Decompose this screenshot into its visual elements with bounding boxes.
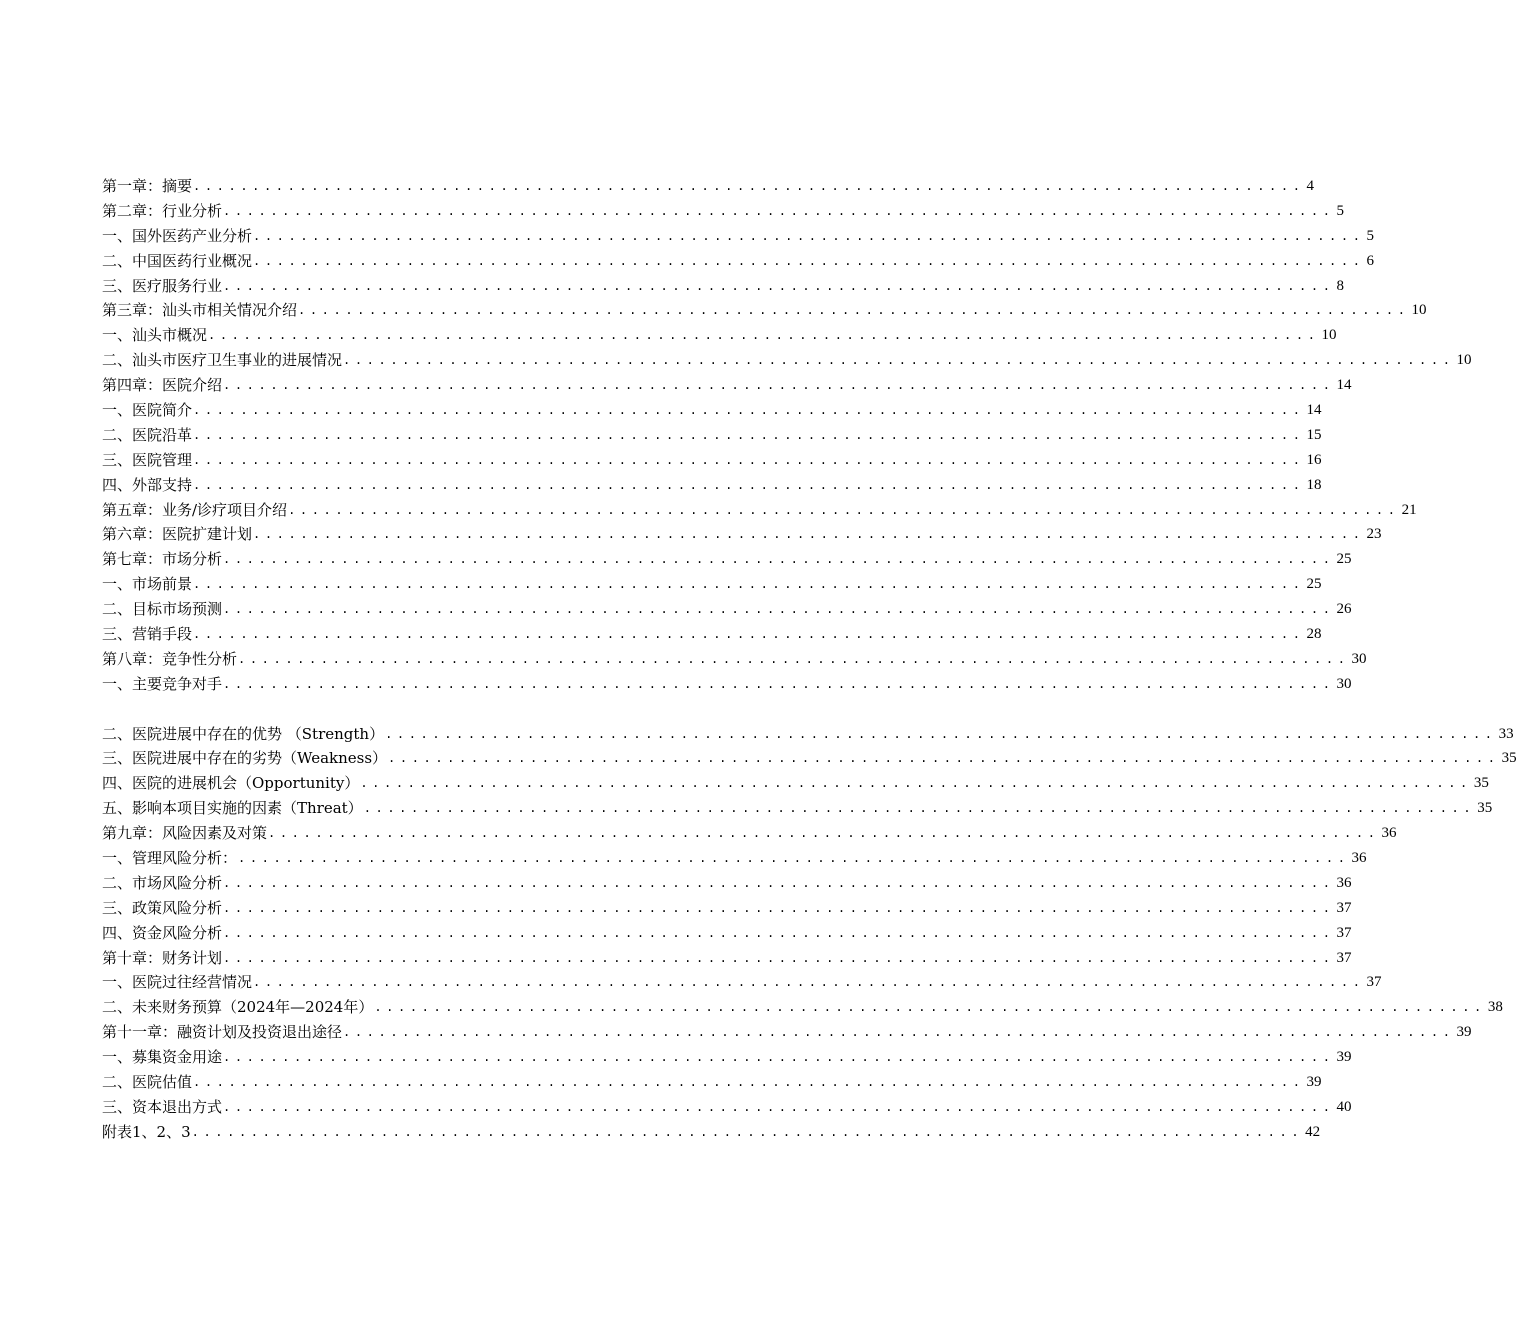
- toc-entry-title: 一、国外医药产业分析: [102, 226, 253, 245]
- toc-page-number: 37: [1336, 924, 1352, 941]
- toc-entry-title: 第十章：财务计划: [102, 948, 223, 967]
- toc-dot-leader: ..............................................................................................: [253, 527, 1365, 542]
- toc-page-number: 42: [1305, 1123, 1321, 1140]
- toc-dot-leader: ..............................................................................................: [193, 452, 1305, 467]
- toc-dot-leader: ..............................................................................................: [385, 726, 1497, 741]
- toc-dot-leader: ..............................................................................................: [193, 427, 1305, 442]
- toc-entry-title: 四、资金风险分析: [102, 923, 223, 942]
- toc-entry[interactable]: [102, 896, 1352, 921]
- toc-entry-title: 三、营销手段: [102, 625, 193, 644]
- toc-dot-leader: ..............................................................................................: [193, 577, 1305, 592]
- toc-page-number: 39: [1456, 1024, 1472, 1041]
- toc-entry-title: 一、主要竞争对手: [102, 674, 223, 693]
- toc-page-number: 21: [1401, 501, 1417, 518]
- toc-entry[interactable]: [102, 796, 1493, 821]
- toc-page-number: 37: [1336, 949, 1352, 966]
- toc-dot-leader: ..............................................................................................: [363, 801, 1476, 816]
- toc-entry[interactable]: [102, 498, 1417, 523]
- toc-entry[interactable]: [102, 722, 1514, 747]
- toc-entry-title: 二、未来财务预算（2024年—2024年）: [102, 998, 374, 1017]
- toc-entry-title: 四、医院的进展机会（Opportunity）: [102, 774, 360, 793]
- toc-page-number: 35: [1477, 800, 1493, 817]
- toc-entry-title: 第十一章：融资计划及投资退出途径: [102, 1023, 343, 1042]
- toc-entry[interactable]: [102, 547, 1352, 572]
- toc-dot-leader: ..............................................................................................: [191, 1124, 1304, 1139]
- toc-dot-leader: ..............................................................................................: [223, 278, 1335, 293]
- toc-entry-title: 一、汕头市概况: [102, 326, 208, 345]
- toc-entry-title: 三、医院管理: [102, 450, 193, 469]
- toc-entry[interactable]: [102, 821, 1397, 846]
- toc-entry-title: 附表1、2、3: [102, 1122, 191, 1141]
- toc-entry-title: 第八章：竞争性分析: [102, 649, 238, 668]
- toc-entry-title: 三、医院进展中存在的劣势（Weakness）: [102, 749, 388, 768]
- toc-entry-title: 一、市场前景: [102, 575, 193, 594]
- toc-page-number: 14: [1336, 377, 1352, 394]
- toc-entry[interactable]: [102, 298, 1427, 323]
- toc-entry[interactable]: [102, 1095, 1352, 1120]
- toc-entry[interactable]: [102, 971, 1382, 996]
- toc-entry[interactable]: [102, 249, 1375, 274]
- toc-dot-leader: ..............................................................................................: [193, 1075, 1305, 1090]
- toc-entry[interactable]: [102, 1020, 1472, 1045]
- toc-entry[interactable]: [102, 572, 1322, 597]
- toc-dot-leader: ..............................................................................................: [268, 826, 1380, 841]
- toc-entry[interactable]: [102, 921, 1352, 946]
- toc-entry-title: 第一章：摘要: [102, 176, 193, 195]
- toc-dot-leader: ..............................................................................................: [223, 925, 1335, 940]
- toc-page-number: 10: [1321, 327, 1337, 344]
- toc-entry-title: 二、医院估值: [102, 1073, 193, 1092]
- toc-dot-leader: ..............................................................................................: [238, 651, 1350, 666]
- toc-dot-leader: ..............................................................................................: [343, 1025, 1455, 1040]
- toc-page-number: 25: [1306, 576, 1322, 593]
- toc-entry[interactable]: [102, 647, 1367, 672]
- toc-entry[interactable]: [102, 771, 1489, 796]
- toc-page-number: 23: [1366, 526, 1382, 543]
- toc-dot-leader: ..............................................................................................: [193, 627, 1305, 642]
- toc-entry[interactable]: [102, 522, 1382, 547]
- toc-dot-leader: ..............................................................................................: [374, 1000, 1486, 1015]
- toc-entry-title: 第七章：市场分析: [102, 550, 223, 569]
- toc-dot-leader: ..............................................................................................: [223, 1050, 1335, 1065]
- toc-entry-title: 第三章：汕头市相关情况介绍: [102, 301, 298, 320]
- toc-entry[interactable]: [102, 622, 1322, 647]
- table-of-contents: [102, 174, 1517, 1145]
- toc-entry[interactable]: [102, 672, 1352, 697]
- toc-dot-leader: ..............................................................................................: [223, 552, 1335, 567]
- toc-page-number: 28: [1306, 626, 1322, 643]
- toc-entry-title: 二、中国医药行业概况: [102, 251, 253, 270]
- toc-page-number: 6: [1366, 252, 1375, 269]
- toc-dot-leader: ..............................................................................................: [223, 602, 1335, 617]
- toc-entry[interactable]: [102, 373, 1352, 398]
- toc-entry[interactable]: [102, 746, 1517, 771]
- toc-entry[interactable]: [102, 423, 1322, 448]
- toc-dot-leader: ..............................................................................................: [223, 950, 1335, 965]
- toc-page-number: 25: [1336, 551, 1352, 568]
- toc-page-number: 37: [1336, 899, 1352, 916]
- toc-dot-leader: ..............................................................................................: [298, 303, 1410, 318]
- toc-entry[interactable]: [102, 1045, 1352, 1070]
- toc-page-number: 18: [1306, 476, 1322, 493]
- toc-entry[interactable]: [102, 323, 1337, 348]
- toc-entry-title: 第六章：医院扩建计划: [102, 525, 253, 544]
- toc-dot-leader: ..............................................................................................: [253, 975, 1365, 990]
- toc-entry-title: 二、医院沿革: [102, 425, 193, 444]
- toc-dot-leader: ..............................................................................................: [238, 851, 1350, 866]
- toc-entry-title: 五、影响本项目实施的因素（Threat）: [102, 799, 363, 818]
- toc-entry[interactable]: [102, 1120, 1321, 1145]
- toc-dot-leader: ..............................................................................................: [253, 253, 1365, 268]
- toc-entry-title: 第二章：行业分析: [102, 201, 223, 220]
- toc-page-number: 30: [1336, 675, 1352, 692]
- toc-dot-leader: ..............................................................................................: [388, 751, 1500, 766]
- toc-entry-title: 三、资本退出方式: [102, 1097, 223, 1116]
- toc-entry-title: 二、市场风险分析: [102, 873, 223, 892]
- toc-entry[interactable]: [102, 846, 1367, 871]
- toc-entry-title: 一、管理风险分析：: [102, 849, 238, 868]
- toc-entry-title: 二、医院进展中存在的优势 （Strength）: [102, 724, 385, 743]
- toc-entry-title: 第五章：业务/诊疗项目介绍: [102, 500, 288, 519]
- toc-dot-leader: ..............................................................................................: [223, 203, 1335, 218]
- toc-page-number: 8: [1336, 277, 1345, 294]
- toc-page-number: 30: [1351, 650, 1367, 667]
- toc-page-number: 40: [1336, 1098, 1352, 1115]
- toc-dot-leader: ..............................................................................................: [193, 178, 1305, 193]
- toc-page-number: 14: [1306, 402, 1322, 418]
- toc-dot-leader: ..............................................................................................: [223, 676, 1335, 691]
- toc-entry-title: 三、政策风险分析: [102, 898, 223, 917]
- toc-entry[interactable]: [102, 1070, 1322, 1095]
- toc-entry[interactable]: [102, 274, 1345, 299]
- toc-entry-title: 第九章：风险因素及对策: [102, 824, 268, 843]
- toc-entry-title: 第四章：医院介绍: [102, 376, 223, 395]
- toc-page-number: 37: [1366, 974, 1382, 991]
- toc-page-number: 33: [1498, 725, 1514, 742]
- toc-dot-leader: ..............................................................................................: [223, 378, 1335, 393]
- toc-page-number: 15: [1306, 426, 1322, 443]
- toc-page-number: 36: [1336, 874, 1352, 891]
- toc-dot-leader: ..............................................................................................: [253, 228, 1365, 243]
- toc-entry[interactable]: [102, 871, 1352, 896]
- toc-page-number: 36: [1351, 850, 1367, 867]
- toc-dot-leader: ..............................................................................................: [208, 328, 1320, 343]
- toc-blank-line: [102, 697, 806, 722]
- toc-dot-leader: ..............................................................................................: [193, 477, 1305, 492]
- toc-dot-leader: ..............................................................................................: [360, 776, 1472, 791]
- toc-dot-leader: ..............................................................................................: [223, 1099, 1335, 1114]
- toc-page-number: 39: [1336, 1049, 1352, 1066]
- toc-page-number: 39: [1306, 1074, 1322, 1091]
- toc-dot-leader: ..............................................................................................: [343, 353, 1455, 368]
- toc-page-number: 35: [1501, 750, 1517, 767]
- toc-page-number: 26: [1336, 601, 1352, 618]
- toc-entry[interactable]: [102, 995, 1503, 1020]
- toc-page-number: 10: [1411, 302, 1427, 319]
- toc-entry[interactable]: [102, 597, 1352, 622]
- toc-page-number: 36: [1381, 825, 1397, 842]
- toc-page-number: 35: [1473, 775, 1489, 792]
- toc-entry[interactable]: [102, 946, 1352, 971]
- toc-page-number: 10: [1456, 352, 1472, 369]
- toc-entry[interactable]: [102, 348, 1472, 373]
- toc-entry[interactable]: [102, 448, 1322, 473]
- toc-page-number: 5: [1336, 202, 1345, 219]
- toc-entry-title: 三、医疗服务行业: [102, 276, 223, 295]
- toc-entry-title: 一、医院简介: [102, 401, 193, 419]
- toc-entry[interactable]: [102, 398, 1322, 423]
- toc-entry-title: 一、募集资金用途: [102, 1048, 223, 1067]
- toc-page-number: 5: [1366, 227, 1375, 244]
- toc-page-number: 16: [1306, 451, 1322, 468]
- toc-entry-title: 二、目标市场预测: [102, 600, 223, 619]
- toc-dot-leader: ..............................................................................................: [288, 502, 1400, 517]
- toc-entry[interactable]: [102, 473, 1322, 498]
- toc-entry[interactable]: [102, 224, 1375, 249]
- toc-page-number: 38: [1487, 999, 1503, 1016]
- toc-dot-leader: ..............................................................................................: [193, 403, 1305, 417]
- toc-entry-title: 四、外部支持: [102, 475, 193, 494]
- toc-dot-leader: ..............................................................................................: [223, 900, 1335, 915]
- toc-entry-title: 一、医院过往经营情况: [102, 973, 253, 992]
- toc-page-number: 4: [1306, 177, 1315, 194]
- toc-entry[interactable]: [102, 199, 1345, 224]
- toc-dot-leader: ..............................................................................................: [223, 875, 1335, 890]
- toc-entry-title: 二、汕头市医疗卫生事业的进展情况: [102, 351, 343, 370]
- toc-entry[interactable]: [102, 174, 1315, 199]
